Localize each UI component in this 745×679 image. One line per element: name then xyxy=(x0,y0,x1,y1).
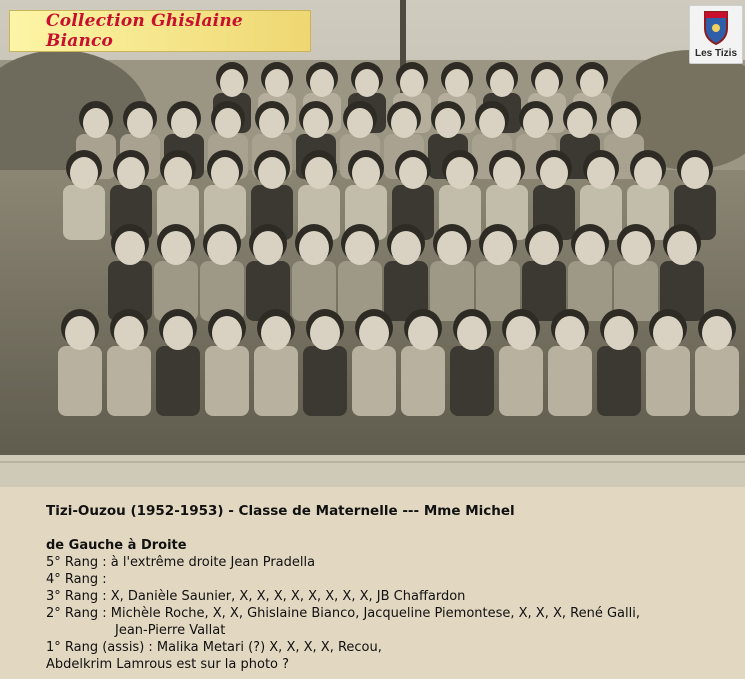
child-face xyxy=(355,69,379,97)
child-face xyxy=(211,157,239,189)
child-body xyxy=(548,346,592,416)
child-face xyxy=(540,157,568,189)
watermark-text: Collection Ghislaine Bianco xyxy=(46,11,243,51)
child-face xyxy=(611,108,637,138)
child-body xyxy=(254,346,298,416)
child-face xyxy=(483,231,513,265)
child-face xyxy=(164,157,192,189)
caption-line: 4° Rang : xyxy=(46,572,107,587)
child-face xyxy=(299,231,329,265)
child-face xyxy=(587,157,615,189)
child-face xyxy=(258,157,286,189)
child-face xyxy=(621,231,651,265)
caption-subtitle: de Gauche à Droite xyxy=(46,538,187,553)
caption-title: Tizi-Ouzou (1952-1953) - Classe de Maternelle --- Mme Michel xyxy=(46,503,515,519)
child-face xyxy=(391,108,417,138)
child-face xyxy=(305,157,333,189)
child-face xyxy=(580,69,604,97)
child-face xyxy=(634,157,662,189)
child-body xyxy=(63,185,105,240)
child-face xyxy=(391,231,421,265)
child-face xyxy=(161,231,191,265)
caption-line: 5° Rang : à l'extrême droite Jean Pradella xyxy=(46,555,316,570)
child-face xyxy=(435,108,461,138)
caption-line: Jean-Pierre Vallat xyxy=(115,623,226,638)
watermark-banner xyxy=(9,10,311,52)
child-face xyxy=(457,316,487,350)
child-body xyxy=(499,346,543,416)
child-body xyxy=(450,346,494,416)
child-face xyxy=(215,108,241,138)
child-face xyxy=(259,108,285,138)
caption-line: 1° Rang (assis) : Malika Metari (?) X, X, X, X, Recou, xyxy=(46,640,382,655)
child-face xyxy=(83,108,109,138)
child-face xyxy=(310,316,340,350)
child-face xyxy=(399,157,427,189)
child-face xyxy=(653,316,683,350)
child-face xyxy=(212,316,242,350)
child-face xyxy=(555,316,585,350)
child-face xyxy=(446,157,474,189)
child-body xyxy=(58,346,102,416)
child-body xyxy=(303,346,347,416)
child-face xyxy=(310,69,334,97)
child-face xyxy=(117,157,145,189)
child-face xyxy=(114,316,144,350)
crest-icon xyxy=(690,6,742,48)
child-face xyxy=(345,231,375,265)
caption-line: Abdelkrim Lamrous est sur la photo ? xyxy=(46,657,290,672)
child-body xyxy=(597,346,641,416)
child-face xyxy=(70,157,98,189)
child-face xyxy=(207,231,237,265)
child-face xyxy=(681,157,709,189)
child-face xyxy=(437,231,467,265)
child-face xyxy=(171,108,197,138)
child-face xyxy=(529,231,559,265)
child-face xyxy=(163,316,193,350)
child-face xyxy=(667,231,697,265)
child-face xyxy=(303,108,329,138)
child-face xyxy=(535,69,559,97)
child-face xyxy=(479,108,505,138)
caption-line: 3° Rang : X, Danièle Saunier, X, X, X, X, X, X, X, X, JB Chaffardon xyxy=(46,589,466,604)
child-face xyxy=(445,69,469,97)
child-face xyxy=(575,231,605,265)
logo-label: Les Tizis xyxy=(694,48,738,59)
child-face xyxy=(220,69,244,97)
child-face xyxy=(702,316,732,350)
child-face xyxy=(506,316,536,350)
child-face xyxy=(400,69,424,97)
child-body xyxy=(401,346,445,416)
child-face xyxy=(493,157,521,189)
child-face xyxy=(567,108,593,138)
child-face xyxy=(490,69,514,97)
child-face xyxy=(523,108,549,138)
child-face xyxy=(408,316,438,350)
photo-caption xyxy=(46,503,736,673)
child-face xyxy=(261,316,291,350)
child-face xyxy=(115,231,145,265)
child-face xyxy=(265,69,289,97)
child-face xyxy=(604,316,634,350)
child-body xyxy=(352,346,396,416)
child-face xyxy=(65,316,95,350)
caption-line: 2° Rang : Michèle Roche, X, X, Ghislaine Bianco, Jacqueline Piemontese, X, X, X, René Galli, xyxy=(46,606,640,621)
child-body xyxy=(205,346,249,416)
child-face xyxy=(359,316,389,350)
child-face xyxy=(127,108,153,138)
child-body xyxy=(107,346,151,416)
les-tizis-logo xyxy=(689,5,743,64)
child-body xyxy=(156,346,200,416)
child-body xyxy=(646,346,690,416)
child-body xyxy=(695,346,739,416)
child-face xyxy=(352,157,380,189)
child-face xyxy=(253,231,283,265)
child-face xyxy=(347,108,373,138)
